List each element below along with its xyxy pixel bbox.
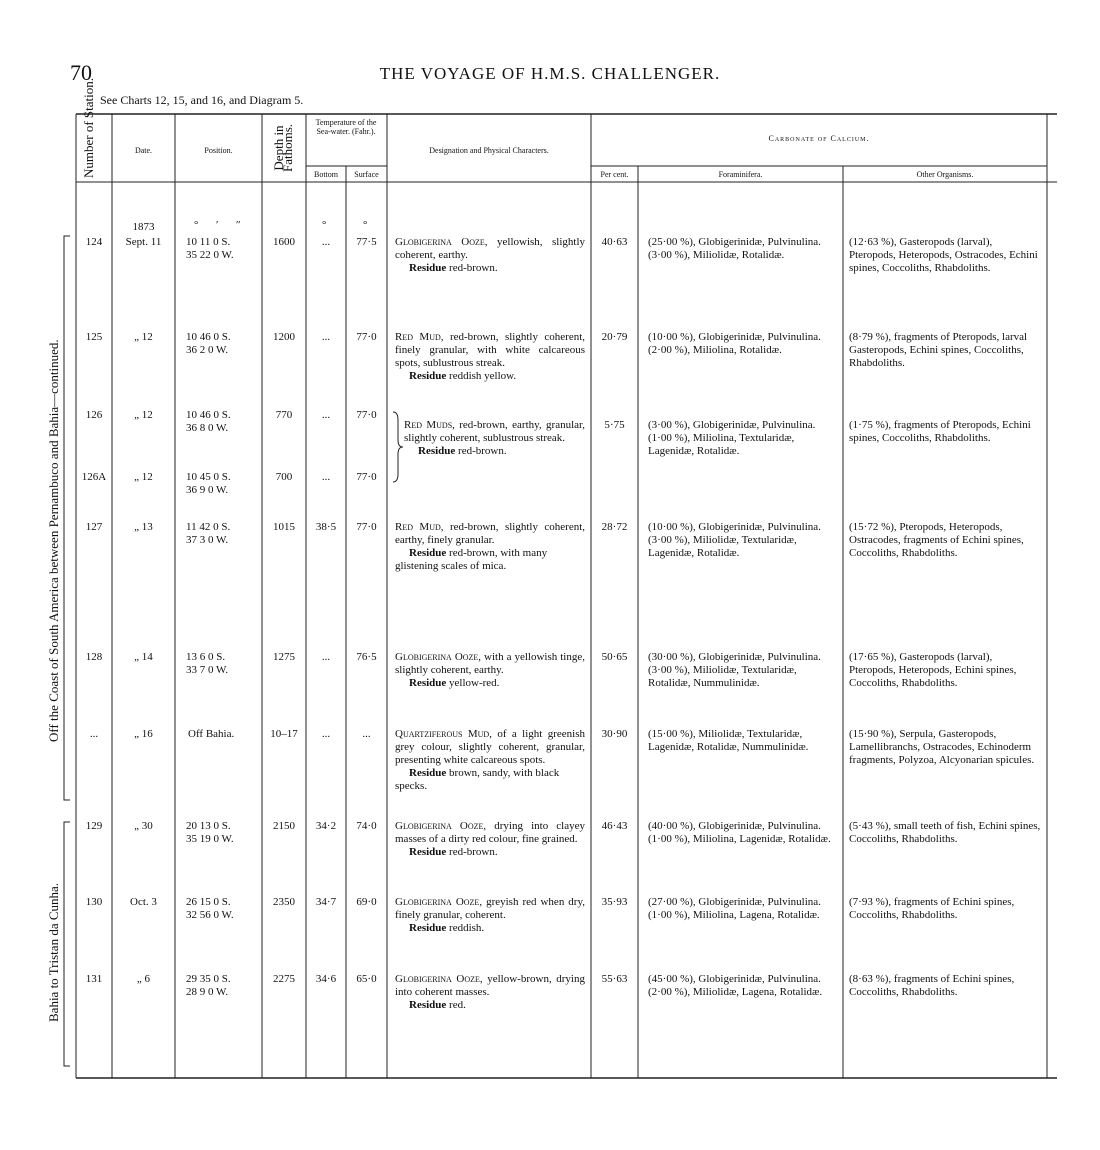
longitude: 28 9 0 W. — [186, 986, 229, 998]
deposit-type: Red Mud, — [395, 521, 444, 533]
other-organisms: (8·79 %), fragments of Pteropods, larval Gasteropods, Echini spines, Coccoliths, Rhabdoliths. — [849, 331, 1028, 369]
designation — [395, 728, 585, 793]
station-number: 124 — [85, 236, 103, 248]
second-symbol: ″ — [236, 219, 241, 231]
depth: 2350 — [273, 896, 295, 908]
other-organisms: (12·63 %), Gasteropods (larval), Pteropods, Heteropods, Ostracodes, Echini spines, Coccoliths, Rhabdoliths. — [849, 236, 1038, 274]
latitude: 13 6 0 S. — [186, 651, 226, 663]
other-organisms: (1·75 %), fragments of Pteropods, Echini spines, Coccoliths, Rhabdoliths. — [849, 419, 1031, 444]
degree-symbol-surface: ° — [363, 219, 368, 231]
longitude: 36 2 0 W. — [186, 344, 229, 356]
deposit-type: Quartziferous Mud, — [395, 728, 492, 740]
designation — [404, 419, 585, 458]
designation — [395, 896, 585, 935]
foraminifera: (25·00 %), Globigerinidæ, Pulvinulina. (3·00 %), Miliolidæ, Rotalidæ. — [648, 236, 821, 261]
temp-bottom: ... — [321, 331, 331, 343]
date: „ 12 — [134, 471, 153, 483]
depth: 700 — [275, 471, 293, 483]
longitude: 35 22 0 W. — [186, 249, 234, 261]
carbonate-percent: 50·65 — [601, 651, 628, 663]
station-number: 126 — [85, 409, 103, 421]
physical-characters: greyish red when dry, finely granular, coherent. — [395, 896, 586, 921]
year-label: 1873 — [132, 221, 155, 233]
header-carbonate: Carbonate of Calcium. — [768, 134, 870, 143]
date: „ 30 — [134, 820, 153, 832]
depth: 2150 — [273, 820, 295, 832]
other-organisms: (7·93 %), fragments of Echini spines, Coccoliths, Rhabdoliths. — [849, 896, 1015, 921]
depth: 1200 — [273, 331, 295, 343]
carbonate-percent: 5·75 — [604, 419, 625, 431]
latitude: 10 46 0 S. — [186, 331, 231, 343]
temp-surface: ... — [362, 728, 371, 740]
foraminifera: (10·00 %), Globigerinidæ, Pulvinulina. (2·00 %), Miliolina, Rotalidæ. — [648, 331, 821, 356]
location: Off Bahia. — [188, 728, 235, 740]
latitude: 10 45 0 S. — [186, 471, 231, 483]
carbonate-percent: 28·72 — [601, 521, 628, 533]
running-title: THE VOYAGE OF H.M.S. CHALLENGER. — [379, 64, 721, 83]
minute-symbol: ′ — [216, 219, 219, 231]
deposit-type: Globigerina Ooze, — [395, 896, 483, 908]
date: „ 6 — [136, 973, 151, 985]
deposit-type: Red Muds, — [404, 419, 455, 431]
latitude: 10 11 0 S. — [186, 236, 231, 248]
depth: 1015 — [273, 521, 295, 533]
temp-bottom: 38·5 — [315, 521, 337, 533]
station-number: 131 — [85, 973, 103, 985]
section-label-bahia-tristan: Bahia to Tristan da Cunha. — [46, 882, 61, 1022]
depth: 1600 — [273, 236, 295, 248]
designation — [395, 973, 585, 1012]
station-number: 125 — [85, 331, 103, 343]
latitude: 29 35 0 S. — [186, 973, 231, 985]
header-bottom: Bottom — [313, 170, 338, 179]
header-position: Position. — [204, 146, 233, 155]
physical-characters: red-brown, slightly coherent, finely granular, with white calcareous spots, sublustrous streak. — [395, 331, 586, 369]
residue: Residue red-brown. — [418, 445, 507, 457]
header-foraminifera: Foraminifera. — [718, 170, 763, 179]
date: „ 12 — [134, 331, 153, 343]
designation — [395, 236, 585, 275]
deposit-type: Globigerina Ooze, — [395, 236, 488, 248]
station-number: 127 — [85, 521, 103, 533]
longitude: 35 19 0 W. — [186, 833, 234, 845]
physical-characters: of a light greenish grey colour, slightly coherent, granular, presenting white calcareous spots. — [395, 728, 585, 766]
latitude: 26 15 0 S. — [186, 896, 231, 908]
temp-surface: 65·0 — [356, 973, 377, 985]
physical-characters: red-brown, earthy, granular, slightly coherent, sublustrous streak. — [404, 419, 585, 444]
designation — [395, 820, 585, 859]
latitude: 20 13 0 S. — [186, 820, 231, 832]
temp-surface: 69·0 — [356, 896, 377, 908]
residue: Residue yellow-red. — [409, 677, 500, 689]
date: „ 12 — [134, 409, 153, 421]
physical-characters: with a yellowish tinge, slightly coherent, earthy. — [395, 651, 585, 676]
foraminifera: (15·00 %), Miliolidæ, Textularidæ, Lagenidæ, Rotalidæ, Nummulinidæ. — [648, 728, 809, 753]
depth: 10–17 — [270, 728, 298, 740]
station-number: 129 — [85, 820, 103, 832]
temp-bottom: ... — [321, 409, 331, 421]
depth: 2275 — [273, 973, 295, 985]
date: Sept. 11 — [125, 236, 162, 248]
longitude: 33 7 0 W. — [186, 664, 229, 676]
designation — [395, 331, 585, 383]
temp-surface: 77·5 — [356, 236, 377, 248]
chart-reference: See Charts 12, 15, and 16, and Diagram 5. — [100, 93, 304, 107]
header-surface: Surface — [354, 170, 379, 179]
physical-characters: red-brown, slightly coherent, earthy, finely granular. — [395, 521, 586, 546]
residue: Residue reddish yellow. — [409, 370, 517, 382]
foraminifera: (27·00 %), Globigerinidæ, Pulvinulina. (1·00 %), Miliolina, Lagena, Rotalidæ. — [648, 896, 821, 921]
temp-surface: 77·0 — [356, 409, 377, 421]
header-per-cent: Per cent. — [600, 170, 629, 179]
carbonate-percent: 55·63 — [601, 973, 628, 985]
deposit-type: Globigerina Ooze, — [395, 820, 487, 832]
carbonate-percent: 46·43 — [601, 820, 628, 832]
temp-bottom: 34·2 — [315, 820, 337, 832]
station-number: ... — [89, 728, 99, 740]
header-designation: Designation and Physical Characters. — [429, 146, 549, 155]
longitude: 37 3 0 W. — [186, 534, 229, 546]
header-other-organisms: Other Organisms. — [916, 170, 974, 179]
residue: Residue red. — [409, 999, 466, 1011]
longitude: 32 56 0 W. — [186, 909, 234, 921]
station-number: 130 — [85, 896, 103, 908]
temp-bottom: 34·7 — [315, 896, 337, 908]
latitude: 11 42 0 S. — [186, 521, 231, 533]
foraminifera: (10·00 %), Globigerinidæ, Pulvinulina. (3·00 %), Miliolidæ, Textularidæ, Lagenidæ, Rotalidæ. — [648, 521, 821, 559]
temp-bottom: ... — [321, 236, 331, 248]
residue: Residue brown, sandy, with black specks. — [395, 767, 560, 792]
page-number: 70 — [70, 60, 92, 85]
other-organisms: (8·63 %), fragments of Echini spines, Coccoliths, Rhabdoliths. — [849, 973, 1015, 998]
carbonate-percent: 20·79 — [601, 331, 628, 343]
residue: Residue reddish. — [409, 922, 485, 934]
temp-surface: 77·0 — [356, 471, 377, 483]
section-label-pernambuco-bahia: Off the Coast of South America between Pernambuco and Bahia—continued. — [46, 339, 61, 742]
header-date: Date. — [134, 146, 153, 155]
foraminifera: (3·00 %), Globigerinidæ, Pulvinulina. (1·00 %), Miliolina, Textularidæ, Lagenidæ, Rotalidæ. — [648, 419, 816, 457]
physical-characters: yellow-brown, drying into coherent masses. — [395, 973, 585, 998]
carbonate-percent: 30·90 — [601, 728, 628, 740]
header-station: Number of Station. — [81, 77, 96, 178]
foraminifera: (30·00 %), Globigerinidæ, Pulvinulina. (3·00 %), Miliolidæ, Textularidæ, Rotalidæ, Nummulinidæ. — [648, 651, 821, 689]
temp-bottom: 34·6 — [315, 973, 337, 985]
temp-surface: 74·0 — [356, 820, 377, 832]
temp-bottom: ... — [321, 651, 331, 663]
date: Oct. 3 — [130, 896, 157, 908]
other-organisms: (17·65 %), Gasteropods (larval), Pteropods, Heteropods, Echini spines, Coccoliths, Rhabdoliths. — [849, 651, 1017, 689]
residue: Residue red-brown, with many glistening scales of mica. — [395, 547, 548, 572]
foraminifera: (40·00 %), Globigerinidæ, Pulvinulina. (1·00 %), Miliolina, Lagenidæ, Rotalidæ. — [648, 820, 831, 845]
residue: Residue red-brown. — [409, 262, 498, 274]
depth: 770 — [275, 409, 293, 421]
temp-bottom: ... — [321, 471, 331, 483]
temp-bottom: ... — [321, 728, 331, 740]
longitude: 36 8 0 W. — [186, 422, 229, 434]
other-organisms: (15·90 %), Serpula, Gasteropods, Lamellibranchs, Ostracodes, Echinoderm fragments, Polyzoa, Alcyonarian spicules. — [849, 728, 1035, 766]
degree-symbol-bottom: ° — [322, 219, 327, 231]
date: „ 16 — [134, 728, 153, 740]
temp-surface: 77·0 — [356, 521, 377, 533]
deposit-type: Red Mud, — [395, 331, 444, 343]
date: „ 13 — [134, 521, 153, 533]
physical-characters: drying into clayey masses of a dirty red colour, fine grained. — [395, 820, 585, 845]
carbonate-percent: 35·93 — [601, 896, 628, 908]
residue: Residue red-brown. — [409, 846, 498, 858]
header-temperature: Temperature of the Sea-water. (Fahr.). — [315, 118, 377, 136]
carbonate-percent: 40·63 — [601, 236, 628, 248]
latitude: 10 46 0 S. — [186, 409, 231, 421]
designation — [395, 521, 585, 573]
designation — [395, 651, 585, 690]
deposit-type: Globigerina Ooze, — [395, 651, 482, 663]
degree-symbol: ° — [194, 219, 199, 231]
longitude: 36 9 0 W. — [186, 484, 229, 496]
other-organisms: (5·43 %), small teeth of fish, Echini spines, Coccoliths, Rhabdoliths. — [849, 820, 1041, 845]
depth: 1275 — [273, 651, 295, 663]
deposit-type: Globigerina Ooze, — [395, 973, 483, 985]
date: „ 14 — [134, 651, 153, 663]
station-number: 126A — [81, 471, 107, 483]
physical-characters: yellowish, slightly coherent, earthy. — [395, 236, 586, 261]
temp-surface: 76·5 — [356, 651, 377, 663]
station-number: 128 — [85, 651, 103, 663]
foraminifera: (45·00 %), Globigerinidæ, Pulvinulina. (2·00 %), Miliolidæ, Lagena, Rotalidæ. — [648, 973, 823, 998]
other-organisms: (15·72 %), Pteropods, Heteropods, Ostracodes, fragments of Echini spines, Coccoliths, Rhabdoliths. — [849, 521, 1024, 559]
temp-surface: 77·0 — [356, 331, 377, 343]
header-depth: Depth in Fathoms. — [271, 123, 295, 173]
